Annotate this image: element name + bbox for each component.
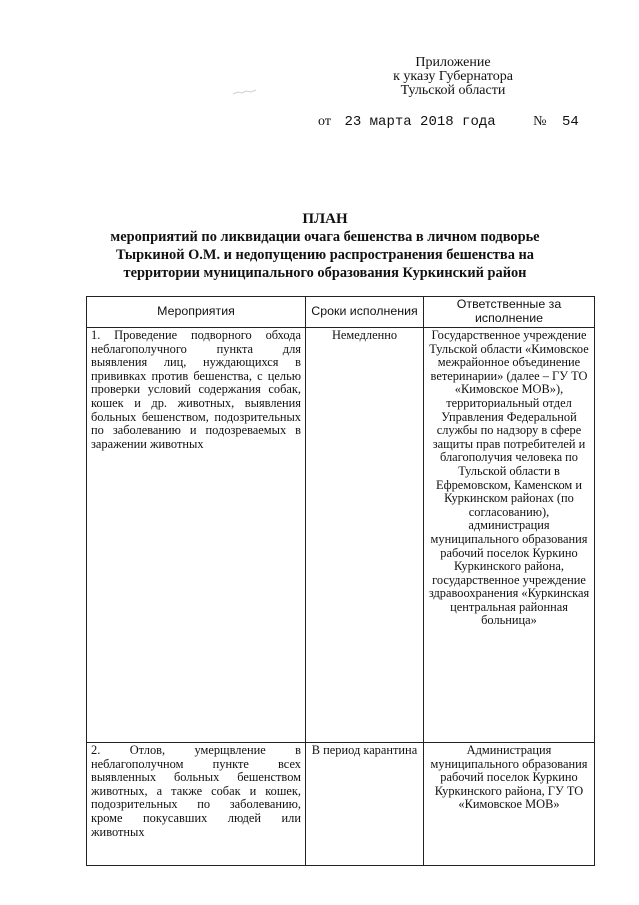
plan-table: [86, 296, 595, 866]
header-responsible: Ответственные за исполнение: [424, 297, 595, 328]
title-plan: ПЛАН: [302, 211, 348, 227]
title-line-3: Тыркиной О.М. и недопущению распространения бешенства на: [116, 247, 534, 263]
row-activity: 1. Проведение подворного обхода неблагополучного пункта для выявления лиц, нуждающихся в прививках против бешенства, с целью проверки условий содержания собак, кошек и др. животных, выявления больных бешенством, подозрительных по заболеванию и подозреваемых в заражении животных: [87, 328, 306, 743]
appendix-region: Тульской области: [400, 83, 506, 98]
document-title: [95, 210, 555, 282]
table-row: [87, 328, 595, 743]
header-deadlines: Сроки исполнения: [306, 297, 424, 328]
decree-number: 54: [562, 114, 579, 130]
scan-smudge: [232, 88, 258, 96]
decree-reference: [318, 114, 579, 130]
title-line-4: территории муниципального образования Куркинский район: [123, 265, 527, 281]
decree-from-label: от: [318, 114, 331, 129]
row-responsible: Государственное учреждение Тульской области «Кимовское межрайонное объединение ветеринарии» (далее – ГУ ТО «Кимовское МОВ»), территориальный отдел Управления Федеральной службы по надзору в сфере защиты прав потребителей и благополучия человека по Тульской области в Ефремовском, Каменском и Куркинском районах (по согласованию), администрация муниципального образования рабочий поселок Куркино Куркинского района, государственное учреждение здравоохранения «Куркинская центральная районная больница»: [424, 328, 595, 743]
appendix-block: [378, 56, 528, 98]
decree-date: 23 марта 2018 года: [344, 114, 496, 130]
appendix-title: Приложение: [415, 55, 491, 70]
table-header-row: [87, 297, 595, 328]
header-activities: Мероприятия: [87, 297, 306, 328]
row-deadline: Немедленно: [306, 328, 424, 743]
table-row: [87, 743, 595, 866]
decree-number-sign: №: [533, 114, 547, 129]
row-deadline: В период карантина: [306, 743, 424, 866]
appendix-decree-ref: к указу Губернатора: [393, 69, 513, 84]
title-line-2: мероприятий по ликвидации очага бешенства в личном подворье: [110, 229, 540, 245]
row-activity: 2. Отлов, умерщвление в неблагополучном пункте всех выявленных больных бешенством животных, а также собак и кошек, подозрительных по заболеванию, кроме покусавших людей или животных: [87, 743, 306, 866]
row-responsible: Администрация муниципального образования рабочий поселок Куркино Куркинского района, ГУ ТО «Кимовское МОВ»: [424, 743, 595, 866]
